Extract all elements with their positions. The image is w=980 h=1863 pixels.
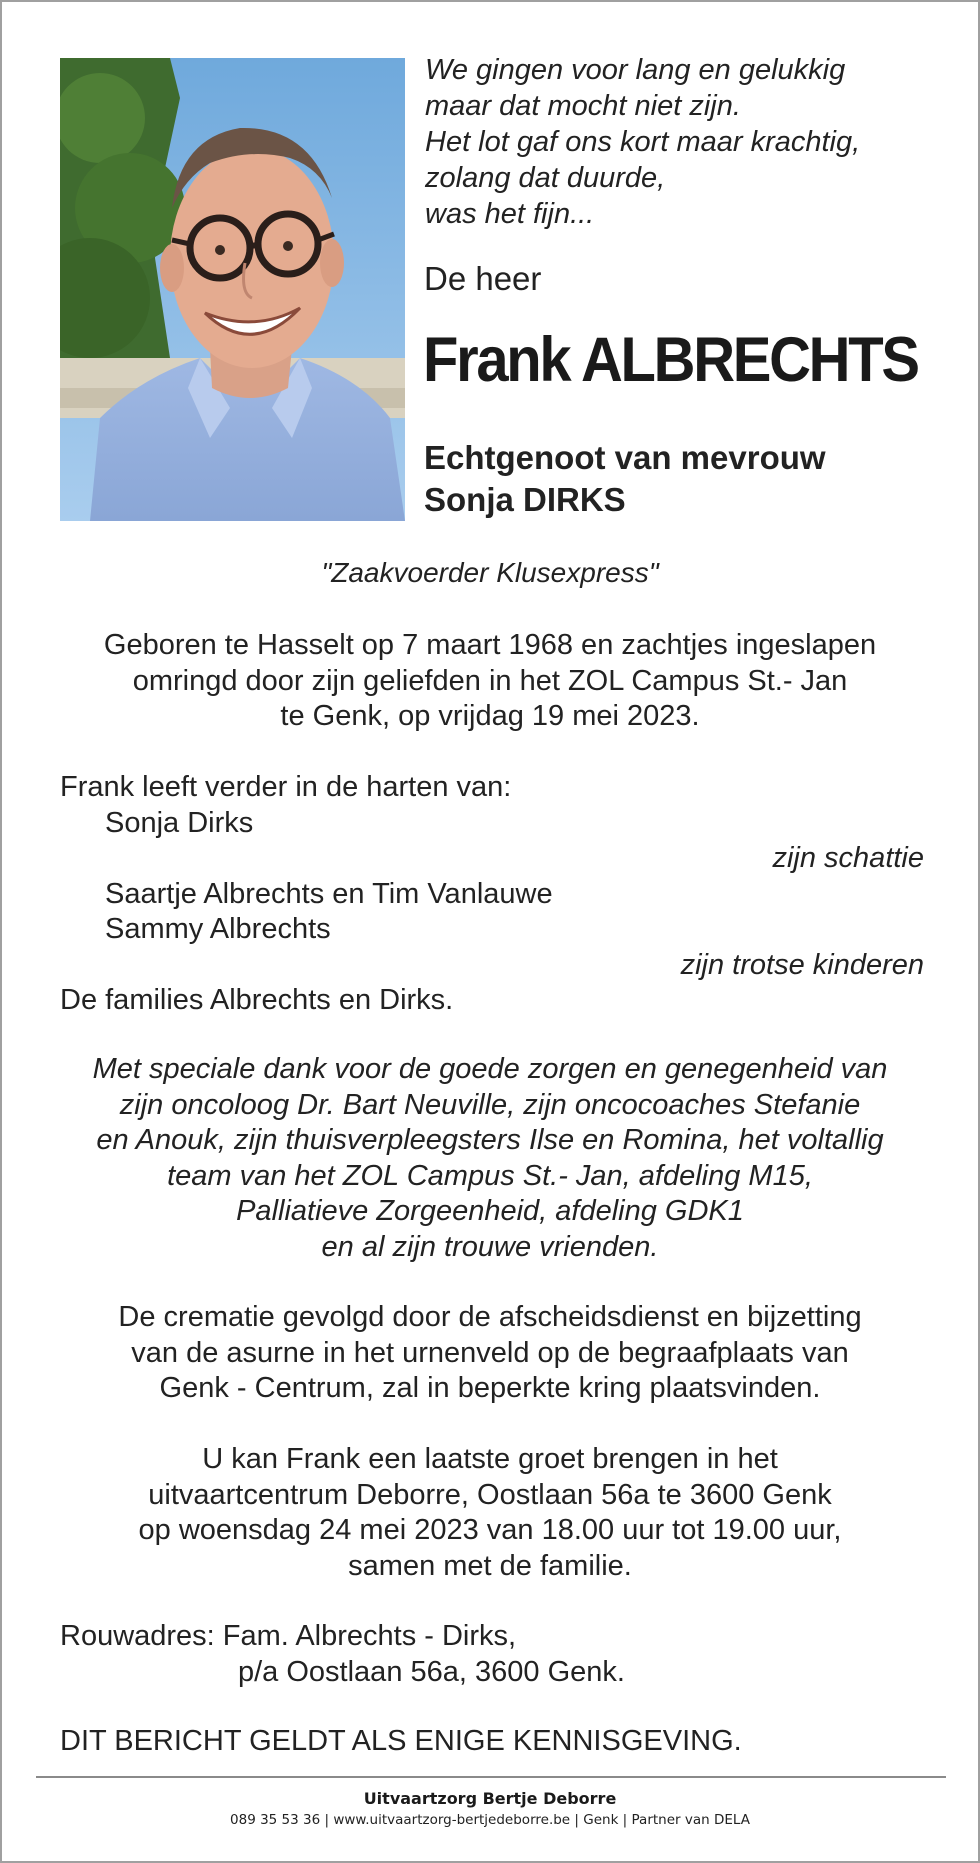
- spouse-line: Echtgenoot van mevrouw: [424, 439, 826, 476]
- poem-line: zolang dat duurde,: [425, 162, 666, 194]
- visit-paragraph: [2, 1442, 978, 1584]
- poem-line: We gingen voor lang en gelukkig: [425, 54, 846, 86]
- salutation: De heer: [424, 260, 542, 297]
- poem-line: maar dat mocht niet zijn.: [425, 90, 741, 122]
- address-line: Rouwadres: Fam. Albrechts - Dirks,: [60, 1620, 517, 1652]
- poem-line: Het lot gaf ons kort maar krachtig,: [425, 126, 861, 158]
- survivors-intro: Frank leeft verder in de harten van:: [60, 771, 512, 803]
- text-line: De crematie gevolgd door de afscheidsdienst en bijzetting: [118, 1301, 862, 1333]
- mourning-address: [60, 1619, 625, 1690]
- notice: DIT BERICHT GELDT ALS ENIGE KENNISGEVING.: [60, 1725, 742, 1757]
- funeral-home-contact: 089 35 53 36 | www.uitvaartzorg-bertjedeborre.be | Genk | Partner van DELA: [230, 1812, 750, 1828]
- spouse-name: Sonja DIRKS: [424, 481, 626, 518]
- text-line: en al zijn trouwe vrienden.: [321, 1230, 659, 1263]
- text-line: U kan Frank een laatste groet brengen in het: [202, 1443, 778, 1475]
- text-line: omringd door zijn geliefden in het ZOL Campus St.- Jan: [132, 664, 848, 697]
- text-line: en Anouk, zijn thuisverpleegsters Ilse en Romina, het voltallig: [96, 1124, 884, 1156]
- partner-name: Sonja Dirks: [105, 806, 254, 839]
- child-name: Sammy Albrechts: [105, 913, 331, 945]
- child-name: Saartje Albrechts en Tim Vanlauwe: [105, 877, 553, 910]
- cremation-paragraph: [2, 1300, 978, 1407]
- funeral-home-name: Uitvaartzorg Bertje Deborre: [363, 1789, 617, 1808]
- text-line: zijn oncoloog Dr. Bart Neuville, zijn oncocoaches Stefanie: [119, 1088, 861, 1121]
- text-line: samen met de familie.: [348, 1549, 632, 1582]
- text-line: uitvaartcentrum Deborre, Oostlaan 56a te 3600 Genk: [148, 1478, 832, 1511]
- poem-line: was het fijn...: [425, 198, 595, 230]
- text-line: Palliatieve Zorgeenheid, afdeling GDK1: [236, 1195, 744, 1227]
- address-line: p/a Oostlaan 56a, 3600 Genk.: [238, 1655, 625, 1688]
- text-line: Geboren te Hasselt op 7 maart 1968 en zachtjes ingeslapen: [103, 629, 877, 661]
- deceased-name: Frank ALBRECHTS: [423, 325, 918, 395]
- survivors-list: [60, 770, 924, 1019]
- text-line: te Genk, op vrijdag 19 mei 2023.: [280, 700, 700, 732]
- families: De families Albrechts en Dirks.: [60, 984, 454, 1016]
- portrait-photo: [60, 58, 405, 521]
- spouse-info: [424, 437, 826, 521]
- thanks-paragraph: [2, 1052, 978, 1265]
- occupation: "Zaakvoerder Klusexpress": [321, 557, 659, 588]
- birth-death-info: [2, 628, 978, 735]
- text-line: team van het ZOL Campus St.- Jan, afdeling M15,: [167, 1159, 813, 1192]
- footer-divider: [36, 1776, 946, 1778]
- children-role: zijn trotse kinderen: [680, 948, 924, 981]
- text-line: van de asurne in het urnenveld op de begraafplaats van: [131, 1336, 849, 1369]
- poem: [425, 52, 945, 232]
- text-line: op woensdag 24 mei 2023 van 18.00 uur tot 19.00 uur,: [138, 1514, 842, 1546]
- partner-role: zijn schattie: [772, 842, 924, 874]
- text-line: Genk - Centrum, zal in beperkte kring plaatsvinden.: [159, 1372, 821, 1404]
- text-line: Met speciale dank voor de goede zorgen en genegenheid van: [92, 1053, 888, 1085]
